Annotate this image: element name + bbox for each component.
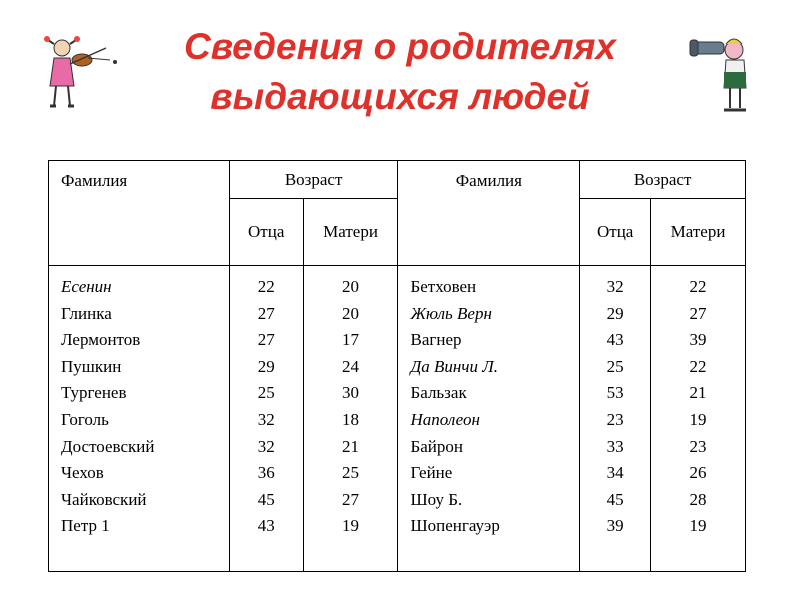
right-mother-age-column <box>651 266 746 572</box>
parents-table <box>48 160 746 572</box>
father-age-cell: 39 <box>606 516 624 536</box>
father-age-cell: 45 <box>606 489 624 509</box>
father-age-cell: 27 <box>257 330 275 350</box>
mother-age-cell: 19 <box>689 409 707 429</box>
father-age-cell: 29 <box>606 303 624 323</box>
mother-age-cell: 24 <box>342 356 360 376</box>
father-age-cell: 32 <box>257 436 275 456</box>
father-age-cell: 25 <box>606 356 624 376</box>
person-name: Байрон <box>410 436 463 456</box>
person-name: Шоу Б. <box>410 489 463 509</box>
father-age-cell: 43 <box>257 516 275 536</box>
person-name: Наполеон <box>410 409 480 429</box>
father-age-cell: 29 <box>257 356 275 376</box>
mother-age-cell: 18 <box>342 409 360 429</box>
father-age-cell: 22 <box>257 277 275 296</box>
mother-age-cell: 19 <box>342 516 360 536</box>
person-name: Гоголь <box>61 409 109 429</box>
person-name: Есенин <box>61 277 112 296</box>
left-mother-age-column <box>303 266 398 572</box>
mother-age-cell: 28 <box>689 489 707 509</box>
mother-age-cell: 17 <box>342 330 360 350</box>
mother-age-cell: 23 <box>689 436 707 456</box>
title-line-1: Сведения о родителях <box>183 26 617 67</box>
mother-age-cell: 25 <box>342 463 360 483</box>
header-mother-left: Матери <box>303 199 398 266</box>
girl-binoculars-icon <box>688 32 758 116</box>
person-name: Жюль Верн <box>410 303 492 323</box>
person-name: Шопенгауэр <box>410 516 500 536</box>
right-names-column <box>398 266 580 572</box>
father-age-cell: 32 <box>257 409 275 429</box>
person-name: Чайковский <box>61 489 147 509</box>
header-surname-right: Фамилия <box>398 161 580 266</box>
father-age-cell: 32 <box>606 277 624 296</box>
page-title <box>130 22 670 122</box>
left-names-column <box>49 266 230 572</box>
person-name: Бальзак <box>410 383 467 403</box>
mother-age-cell: 21 <box>689 383 707 403</box>
person-name: Вагнер <box>410 330 462 350</box>
mother-age-cell: 27 <box>689 303 707 323</box>
person-name: Глинка <box>61 303 112 323</box>
left-father-age-column <box>229 266 303 572</box>
mother-age-cell: 20 <box>342 303 360 323</box>
header-father-right: Отца <box>580 199 651 266</box>
person-name: Бетховен <box>410 277 477 296</box>
header-mother-right: Матери <box>651 199 746 266</box>
father-age-cell: 27 <box>257 303 275 323</box>
mother-age-cell: 26 <box>689 463 707 483</box>
mother-age-cell: 22 <box>689 356 707 376</box>
person-name: Тургенев <box>61 383 127 403</box>
header-surname-left: Фамилия <box>49 161 230 266</box>
father-age-cell: 23 <box>606 409 624 429</box>
father-age-cell: 34 <box>606 463 624 483</box>
person-name: Пушкин <box>61 356 122 376</box>
person-name: Гейне <box>410 463 453 483</box>
header-age-right: Возраст <box>580 161 746 199</box>
mother-age-cell: 39 <box>689 330 707 350</box>
mother-age-cell: 27 <box>342 489 360 509</box>
mother-age-cell: 21 <box>342 436 360 456</box>
girl-violin-icon <box>40 34 120 114</box>
title-line-2: выдающихся людей <box>210 76 590 117</box>
person-name: Лермонтов <box>61 330 141 350</box>
father-age-cell: 53 <box>606 383 624 403</box>
father-age-cell: 25 <box>257 383 275 403</box>
right-father-age-column <box>580 266 651 572</box>
father-age-cell: 45 <box>257 489 275 509</box>
father-age-cell: 36 <box>257 463 275 483</box>
father-age-cell: 43 <box>606 330 624 350</box>
father-age-cell: 33 <box>606 436 624 456</box>
person-name: Петр 1 <box>61 516 110 536</box>
mother-age-cell: 19 <box>689 516 707 536</box>
mother-age-cell: 22 <box>689 277 707 296</box>
person-name: Чехов <box>61 463 104 483</box>
header-father-left: Отца <box>229 199 303 266</box>
person-name: Достоевский <box>61 436 155 456</box>
mother-age-cell: 20 <box>342 277 360 296</box>
header-age-left: Возраст <box>229 161 398 199</box>
mother-age-cell: 30 <box>342 383 360 403</box>
person-name: Да Винчи Л. <box>410 356 498 376</box>
